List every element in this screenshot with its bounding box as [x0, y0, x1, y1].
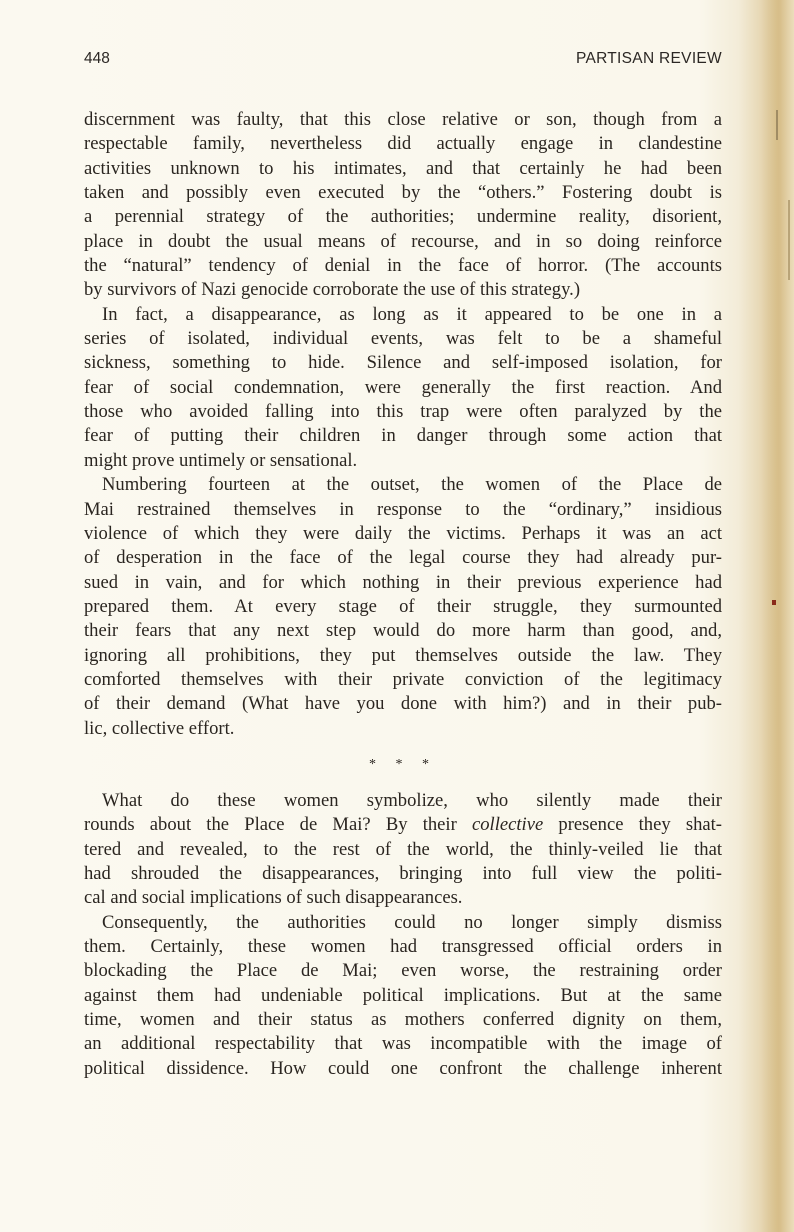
edge-mark — [776, 110, 778, 140]
text-line — [84, 984, 722, 1008]
text-line — [84, 303, 722, 327]
line-text: of desperation in the face of the legal course they had already pur- — [84, 547, 722, 569]
text-line — [84, 522, 722, 546]
italic-emphasis: collective — [471, 814, 544, 836]
line-text: a perennial strategy of the authorities; undermine reality, disorient, — [84, 206, 722, 228]
edge-mark — [788, 200, 790, 280]
line-text: might prove untimely or sensational. — [84, 449, 358, 471]
text-line — [84, 498, 722, 522]
line-text: an additional respectability that was incompatible with the image of — [84, 1033, 722, 1055]
line-text: against them had undeniable political implications. But at the same — [84, 984, 722, 1006]
text-line — [84, 108, 722, 132]
text-line — [84, 400, 722, 424]
text-line — [84, 1057, 722, 1081]
line-text: blockading the Place de Mai; even worse, the restraining order — [84, 960, 722, 982]
line-text: activities unknown to his intimates, and that certainly he had been — [84, 157, 722, 179]
body-text — [84, 108, 722, 1081]
text-line — [84, 278, 722, 302]
page-header — [84, 50, 722, 72]
text-line — [84, 546, 722, 570]
line-text: political dissidence. How could one confront the challenge inherent — [84, 1057, 722, 1079]
line-text: place in doubt the usual means of recourse, and in so doing reinforce — [84, 230, 722, 252]
line-text: time, women and their status as mothers conferred dignity on them, — [84, 1009, 722, 1031]
line-text: prepared them. At every stage of their struggle, they surmounted — [84, 595, 722, 617]
text-line — [84, 327, 722, 351]
text-line — [84, 1032, 722, 1056]
text-line — [84, 838, 722, 862]
paragraph — [84, 473, 722, 741]
paragraph — [84, 911, 722, 1081]
line-text: Consequently, the authorities could no longer simply dismiss — [102, 911, 722, 933]
line-text: their fears that any next step would do more harm than good, and, — [84, 620, 722, 642]
line-text: of their demand (What have you done with him?) and in their pub- — [84, 693, 722, 715]
page-binding-edge — [760, 0, 794, 1232]
line-text: presence they shat- — [543, 814, 722, 836]
line-text: tered and revealed, to the rest of the world, the thinly-veiled lie that — [84, 838, 722, 860]
line-text: rounds about the Place de Mai? By their — [84, 814, 472, 836]
line-text: series of isolated, individual events, was felt to be a shameful — [84, 328, 722, 350]
text-line — [84, 886, 722, 910]
text-line — [84, 668, 722, 692]
line-text: respectable family, nevertheless did actually engage in clandestine — [84, 133, 722, 155]
text-line — [84, 376, 722, 400]
text-line — [84, 644, 722, 668]
line-text: fear of social condemnation, were generally the first reaction. And — [84, 376, 722, 398]
paragraph — [84, 108, 722, 303]
text-line — [84, 595, 722, 619]
text-line — [84, 692, 722, 716]
text-line — [84, 157, 722, 181]
text-line — [84, 181, 722, 205]
text-line — [84, 935, 722, 959]
line-text: Mai restrained themselves in response to the “ordinary,” insidious — [84, 498, 722, 520]
line-text: those who avoided falling into this trap were often paralyzed by the — [84, 401, 722, 423]
section-break: * * * — [369, 756, 437, 772]
text-line — [84, 205, 722, 229]
line-text: cal and social implications of such disappearances. — [84, 887, 463, 909]
text-line — [84, 813, 722, 837]
text-line — [84, 424, 722, 448]
text-line — [84, 959, 722, 983]
text-line — [84, 473, 722, 497]
text-line — [84, 717, 722, 741]
text-line — [84, 1008, 722, 1032]
line-text: fear of putting their children in danger through some action that — [84, 425, 722, 447]
running-title: PARTISAN REVIEW — [575, 50, 722, 67]
paragraph — [84, 789, 722, 911]
line-text: lic, collective effort. — [84, 717, 235, 739]
text-line — [84, 230, 722, 254]
text-line — [84, 862, 722, 886]
text-line — [84, 571, 722, 595]
edge-mark — [772, 600, 776, 605]
line-text: Numbering fourteen at the outset, the women of the Place de — [102, 474, 722, 496]
line-text: them. Certainly, these women had transgressed official orders in — [84, 936, 722, 957]
line-text: What do these women symbolize, who silently made their — [102, 789, 722, 811]
line-text: sued in vain, and for which nothing in their previous experience had — [84, 571, 722, 593]
line-text: violence of which they were daily the victims. Perhaps it was an act — [84, 522, 722, 544]
line-text: had shrouded the disappearances, bringing into full view the politi- — [84, 862, 722, 884]
text-line — [84, 254, 722, 278]
line-text: comforted themselves with their private conviction of the legitimacy — [84, 668, 722, 690]
page-number: 448 — [84, 50, 110, 67]
line-text: sickness, something to hide. Silence and self-imposed isolation, for — [84, 352, 722, 374]
line-text: by survivors of Nazi genocide corroborate the use of this strategy.) — [84, 279, 581, 301]
text-line — [84, 789, 722, 813]
text-line — [84, 132, 722, 156]
line-text: In fact, a disappearance, as long as it appeared to be one in a — [102, 303, 722, 325]
line-text: ignoring all prohibitions, they put themselves outside the law. They — [84, 644, 722, 666]
paragraph — [84, 303, 722, 473]
text-line — [84, 619, 722, 643]
line-text: discernment was faulty, that this close relative or son, though from a — [84, 109, 722, 130]
line-text: taken and possibly even executed by the “others.” Fostering doubt is — [84, 182, 722, 204]
line-text: the “natural” tendency of denial in the face of horror. (The accounts — [84, 255, 722, 277]
text-line — [84, 449, 722, 473]
text-line — [84, 911, 722, 935]
text-line — [84, 351, 722, 375]
